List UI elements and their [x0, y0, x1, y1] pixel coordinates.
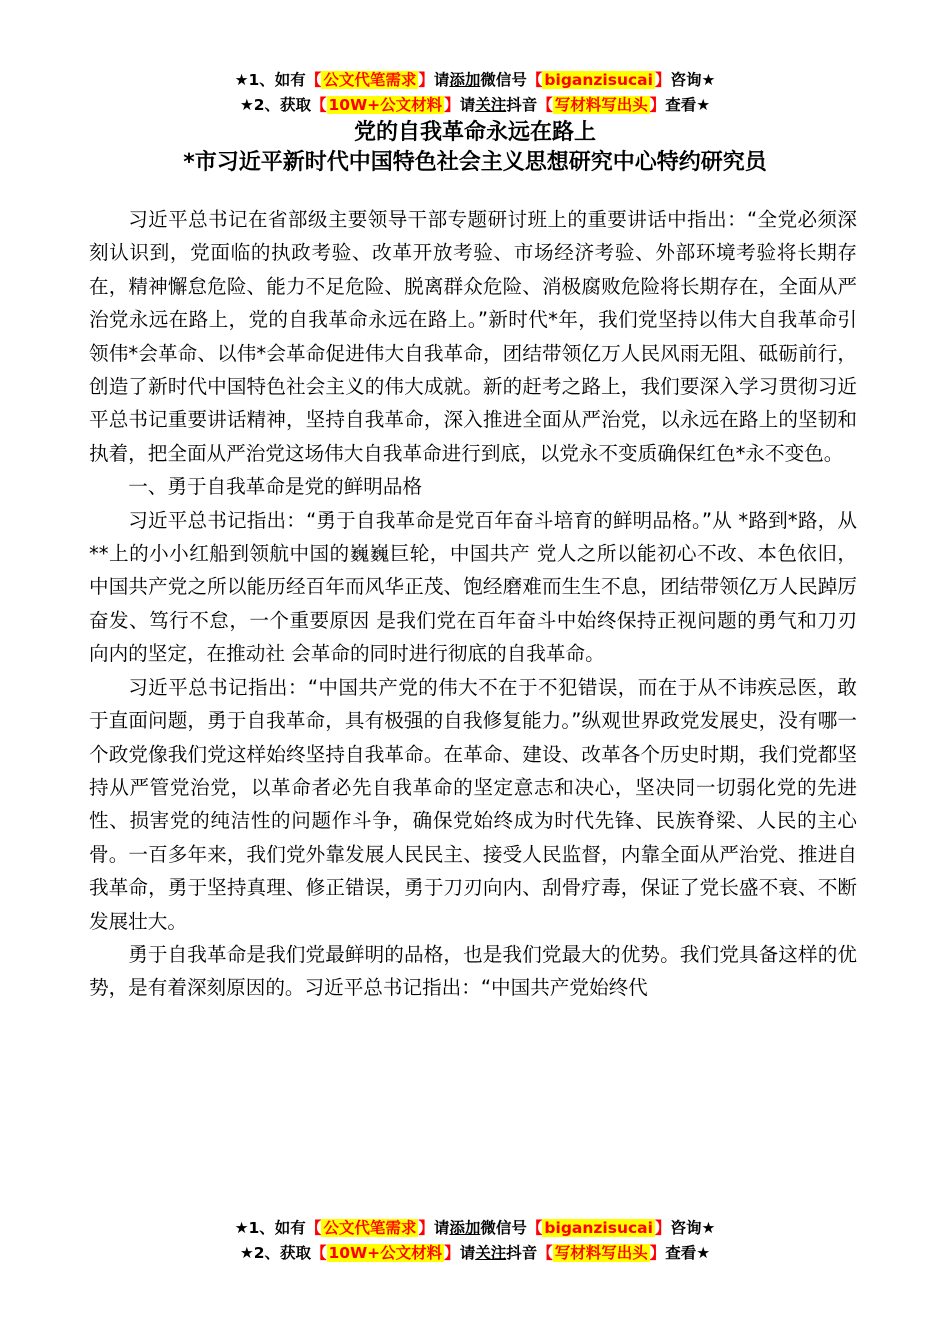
document-body	[89, 203, 857, 1005]
promo-text: ★2、获取	[239, 1244, 311, 1262]
promo-line-2	[0, 93, 950, 118]
promo-text: 请	[459, 96, 476, 114]
promo-text: ★1、如有	[234, 71, 306, 89]
promo-underlined: 添加	[449, 1219, 481, 1237]
promo-text: 微信号	[480, 71, 527, 89]
bracket: 】	[654, 1219, 671, 1237]
document-heading	[0, 118, 950, 178]
promo-underlined: 关注	[475, 1244, 507, 1262]
paragraph: 习近平总书记指出：“勇于自我革命是党百年奋斗培育的鲜明品格。”从 *路到*路，从**上的小小红船到领航中国的巍巍巨轮，中国共产 党人之所以能初心不改、本色依旧，中国共产党之所以能历经百年而风华正茂、饱经磨难而生生不息，团结带领亿万人民踔厉奋发、笃行不怠，一个重要原因 是我们党在百年奋斗中始终保持正视问题的勇气和刀刃向内的坚定，在推动社 会革命的同时进行彻底的自我革命。	[89, 508, 857, 666]
promo-text: 查看★	[665, 96, 711, 114]
promo-text: ★2、获取	[239, 96, 311, 114]
promo-line-1	[0, 68, 950, 93]
bracket: 【	[526, 1219, 543, 1237]
paragraph: 习近平总书记指出：“中国共产党的伟大不在于不犯错误，而在于从不讳疾忌医，敢于直面问题，勇于自我革命，具有极强的自我修复能力。”纵观世界政党发展史，没有哪一个政党像我们党这样始终坚持自我革命。在革命、建设、改革各个历史时期，我们党都坚持从严管党治党，以革命者必先自我革命的坚定意志和决心，坚决同一切弱化党的先进性、损害党的纯洁性的问题作斗争，确保党始终成为时代先锋、民族脊梁、人民的主心骨。一百多年来，我们党外靠发展人民民主、接受人民监督，内靠全面从严治党、推进自我革命，勇于坚持真理、修正错误，勇于刀刃向内、刮骨疗毒，保证了党长盛不衰、不断发展壮大。	[89, 675, 857, 933]
bracket: 【	[305, 1219, 322, 1237]
promo-highlight: biganzisucai	[544, 71, 653, 89]
promo-line-1	[0, 1216, 950, 1241]
paragraph: 勇于自我革命是我们党最鲜明的品格，也是我们党最大的优势。我们党具备这样的优势，是有着深刻原因的。习近平总书记指出：“中国共产党始终代	[89, 942, 857, 1000]
promo-footer	[0, 1216, 950, 1266]
paragraph: 习近平总书记在省部级主要领导干部专题研讨班上的重要讲话中指出：“全党必须深刻认识到，党面临的执政考验、改革开放考验、市场经济考验、外部环境考验将长期存在，精神懈怠危险、能力不足危险、脱离群众危险、消极腐败危险将长期存在，全面从严治党永远在路上，党的自我革命永远在路上。”新时代*年，我们党坚持以伟大自我革命引领伟*会革命、以伟*会革命促进伟大自我革命，团结带领亿万人民风雨无阻、砥砺前行，创造了新时代中国特色社会主义的伟大成就。新的赶考之路上，我们要深入学习贯彻习近平总书记重要讲话精神，坚持自我革命，深入推进全面从严治党，以永远在路上的坚韧和执着，把全面从严治党这场伟大自我革命进行到底，以党永不变质确保红色*永不变色。	[89, 208, 857, 465]
promo-text: ★1、如有	[234, 1219, 306, 1237]
promo-highlight: 写材料写出头	[554, 1244, 648, 1262]
promo-text: 咨询★	[670, 1219, 716, 1237]
promo-underlined: 关注	[475, 96, 507, 114]
bracket: 】	[418, 1219, 434, 1237]
bracket: 【	[311, 1244, 327, 1262]
bracket: 【	[311, 96, 327, 114]
bracket: 【	[305, 71, 322, 89]
document-subtitle: *市习近平新时代中国特色社会主义思想研究中心特约研究员	[183, 150, 767, 175]
promo-text: 微信号	[480, 1219, 527, 1237]
bracket: 】	[444, 96, 460, 114]
promo-line-2	[0, 1241, 950, 1266]
promo-text: 抖音	[506, 1244, 538, 1262]
bracket: 】	[444, 1244, 460, 1262]
promo-highlight: biganzisucai	[544, 1219, 653, 1237]
promo-highlight: 10W+公文材料	[328, 1244, 443, 1262]
promo-highlight: 公文代笔需求	[323, 71, 417, 89]
promo-header	[0, 68, 950, 118]
document-title: 党的自我革命永远在路上	[353, 120, 596, 145]
bracket: 】	[649, 96, 666, 114]
bracket: 】	[418, 71, 434, 89]
promo-highlight: 公文代笔需求	[323, 1219, 417, 1237]
bracket: 【	[537, 1244, 553, 1262]
bracket: 】	[649, 1244, 666, 1262]
promo-highlight: 10W+公文材料	[328, 96, 443, 114]
promo-text: 请	[433, 1219, 450, 1237]
bracket: 】	[654, 71, 671, 89]
promo-text: 请	[459, 1244, 476, 1262]
promo-text: 查看★	[665, 1244, 711, 1262]
promo-highlight: 写材料写出头	[554, 96, 648, 114]
promo-underlined: 添加	[449, 71, 481, 89]
section-heading: 一、勇于自我革命是党的鲜明品格	[128, 475, 423, 499]
bracket: 【	[537, 96, 553, 114]
promo-text: 抖音	[506, 96, 538, 114]
bracket: 【	[526, 71, 543, 89]
promo-text: 咨询★	[670, 71, 716, 89]
promo-text: 请	[433, 71, 450, 89]
